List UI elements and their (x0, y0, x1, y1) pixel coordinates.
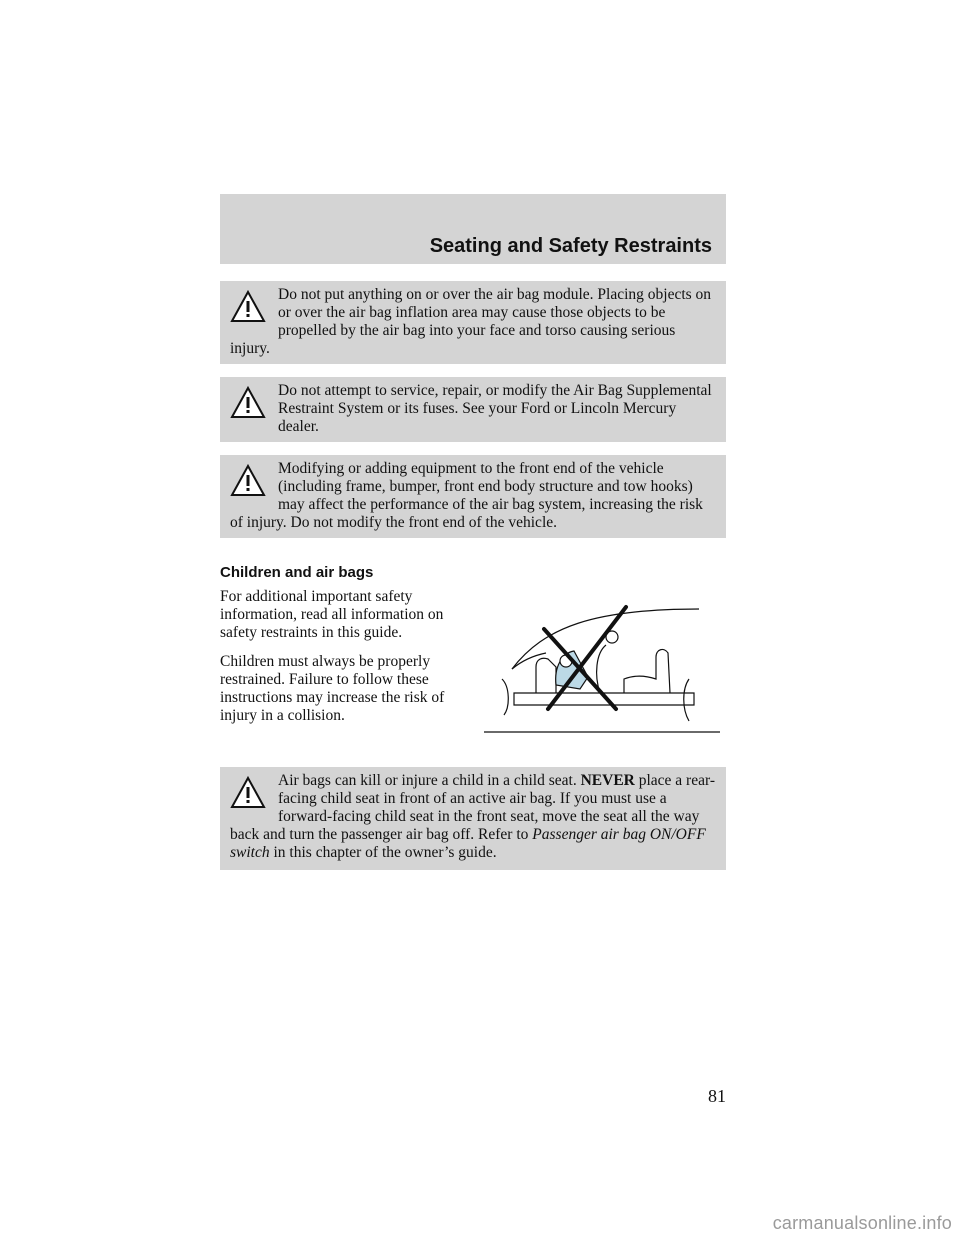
warning-text: Modifying or adding equipment to the front end of the vehicle (including frame, bumper, front end body structure and tow hooks) may affect the performance of the air bag system, increasing the risk of injury. Do not modify the front end of the vehicle. (230, 460, 703, 531)
warning-triangle-icon (230, 463, 266, 499)
warning-box-front-end (220, 455, 726, 538)
page-number: 81 (708, 1086, 726, 1106)
child-seat-airbag-illustration (484, 597, 724, 737)
warning-box-child-seat (220, 767, 726, 870)
reference-passenger-airbag-switch: Passenger air bag ON/OFF switch (230, 826, 706, 861)
emphasis-never: NEVER (580, 772, 635, 789)
section-heading: Children and air bags (220, 564, 374, 581)
paragraph-safety-info: For additional important safety information, read all information on safety restraints in this guide. (220, 588, 444, 641)
warning-text: Do not put anything on or over the air bag module. Placing objects on or over the air bag inflation area may cause those objects to be propelled by the air bag into your face and torso causing serious injury. (230, 286, 712, 357)
warning-text: Do not attempt to service, repair, or modify the Air Bag Supplemental Restraint System or its fuses. See your Ford or Lincoln Mercury dealer. (278, 382, 712, 435)
warning-triangle-icon (230, 289, 266, 325)
watermark: carmanualsonline.info (772, 1213, 952, 1233)
section-title: Seating and Safety Restraints (429, 235, 712, 257)
warning-box-airbag-module (220, 281, 726, 364)
section-header (220, 194, 726, 264)
warning-box-service (220, 377, 726, 442)
warning-text: Air bags can kill or injure a child in a child seat. NEVER place a rear-facing child seat in front of an active air bag. If you must use a forward-facing child seat in the front seat, move the seat all the way back and turn the passenger air bag off. Refer to Passenger air bag ON/OFF switch in this chapter of the owner’s guide. (230, 772, 715, 861)
warning-triangle-icon (230, 775, 266, 811)
paragraph-children-restrained: Children must always be properly restrained. Failure to follow these instructions may increase the risk of injury in a collision. (220, 653, 445, 724)
warning-triangle-icon (230, 385, 266, 421)
